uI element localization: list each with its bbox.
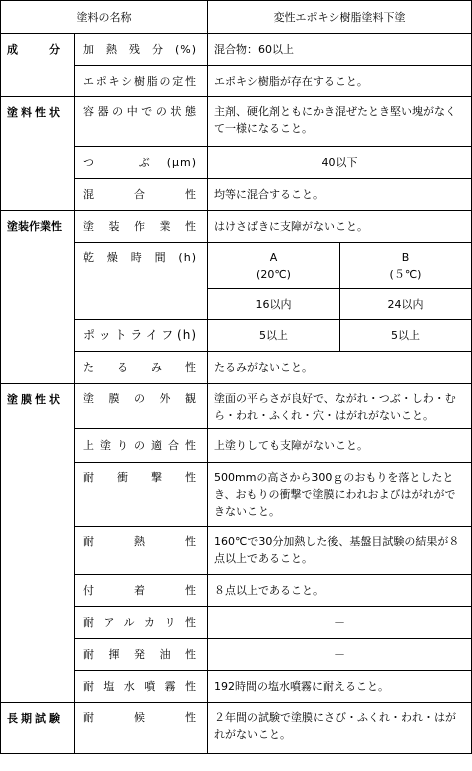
drying-col-b-temp: (５℃) xyxy=(389,267,422,281)
item-drying-time: 乾燥時間(h) xyxy=(75,243,208,320)
value-heat: 160℃で30分加熱した後、基盤目試験の結果が８点以上であること。 xyxy=(208,527,472,575)
item-grain: つ ぶ(μm) xyxy=(75,147,208,179)
value-mixability: 均等に混合すること。 xyxy=(208,179,472,211)
value-topcoat-fit: 上塗りしても支障がないこと。 xyxy=(208,429,472,463)
drying-col-b-label: B xyxy=(401,250,410,264)
value-adhesion: ８点以上であること。 xyxy=(208,575,472,607)
drying-col-a-label: A xyxy=(269,250,278,264)
item-epoxy-test: エポキシ樹脂の定性 xyxy=(75,66,208,97)
category-workability: 塗装作業性 xyxy=(1,211,75,384)
category-long-term: 長期試験 xyxy=(1,703,75,754)
value-weathering: ２年間の試験で塗膜にさび・ふくれ・われ・はがれがないこと。 xyxy=(208,703,472,754)
value-film-appearance: 塗面の平らさが良好で、ながれ・つぶ・しわ・むら・われ・ふくれ・穴・はがれがないこと。 xyxy=(208,384,472,429)
product-name: 変性エポキシ樹脂塗料下塗 xyxy=(208,1,472,34)
drying-col-b-value: 24以内 xyxy=(340,289,472,320)
drying-col-a-temp: (20℃) xyxy=(256,267,291,281)
value-volatile-oil: － xyxy=(208,639,472,671)
item-impact: 耐衝撃性 xyxy=(75,463,208,527)
item-pot-life: ポットライフ(h) xyxy=(75,320,208,352)
pot-life-value-a: 5以上 xyxy=(208,320,340,352)
table-row xyxy=(1,34,472,66)
item-volatile-oil: 耐揮発油性 xyxy=(75,639,208,671)
item-heating-residue: 加熱残分(%) xyxy=(75,34,208,66)
value-coating-work: はけさばきに支障がないこと。 xyxy=(208,211,472,243)
table-row xyxy=(1,97,472,147)
category-composition: 成 分 xyxy=(1,34,75,97)
item-heat: 耐熱性 xyxy=(75,527,208,575)
item-adhesion: 付着性 xyxy=(75,575,208,607)
item-weathering: 耐候性 xyxy=(75,703,208,754)
item-film-appearance: 塗膜の外観 xyxy=(75,384,208,429)
value-in-container: 主剤、硬化剤ともにかき混ぜたとき堅い塊がなくて一様になること。 xyxy=(208,97,472,147)
table-header-row xyxy=(1,1,472,34)
table-row xyxy=(1,211,472,243)
item-sagging: たるみ性 xyxy=(75,352,208,384)
paint-name-label: 塗料の名称 xyxy=(1,1,208,34)
drying-col-a-header xyxy=(208,243,340,289)
category-paint-properties: 塗料性状 xyxy=(1,97,75,211)
item-in-container: 容器の中での状態 xyxy=(75,97,208,147)
item-topcoat-fit: 上塗りの適合性 xyxy=(75,429,208,463)
drying-col-b-header xyxy=(340,243,472,289)
category-film-properties: 塗膜性状 xyxy=(1,384,75,703)
item-salt-spray: 耐塩水噴霧性 xyxy=(75,671,208,703)
table-row xyxy=(1,703,472,754)
value-grain: 40以下 xyxy=(208,147,472,179)
value-epoxy-test: エポキシ樹脂が存在すること。 xyxy=(208,66,472,97)
value-heating-residue: 混合物：60以上 xyxy=(208,34,472,66)
drying-col-a-value: 16以内 xyxy=(208,289,340,320)
value-salt-spray: 192時間の塩水噴霧に耐えること。 xyxy=(208,671,472,703)
value-impact: 500mmの高さから300ｇのおもりを落としたとき、おもりの衝撃で塗膜にわれおよびはがれができないこと。 xyxy=(208,463,472,527)
item-mixability: 混合性 xyxy=(75,179,208,211)
item-coating-work: 塗装作業性 xyxy=(75,211,208,243)
item-alkali: 耐アルカリ性 xyxy=(75,607,208,639)
value-alkali: － xyxy=(208,607,472,639)
value-sagging: たるみがないこと。 xyxy=(208,352,472,384)
pot-life-value-b: 5以上 xyxy=(340,320,472,352)
table-row xyxy=(1,384,472,429)
